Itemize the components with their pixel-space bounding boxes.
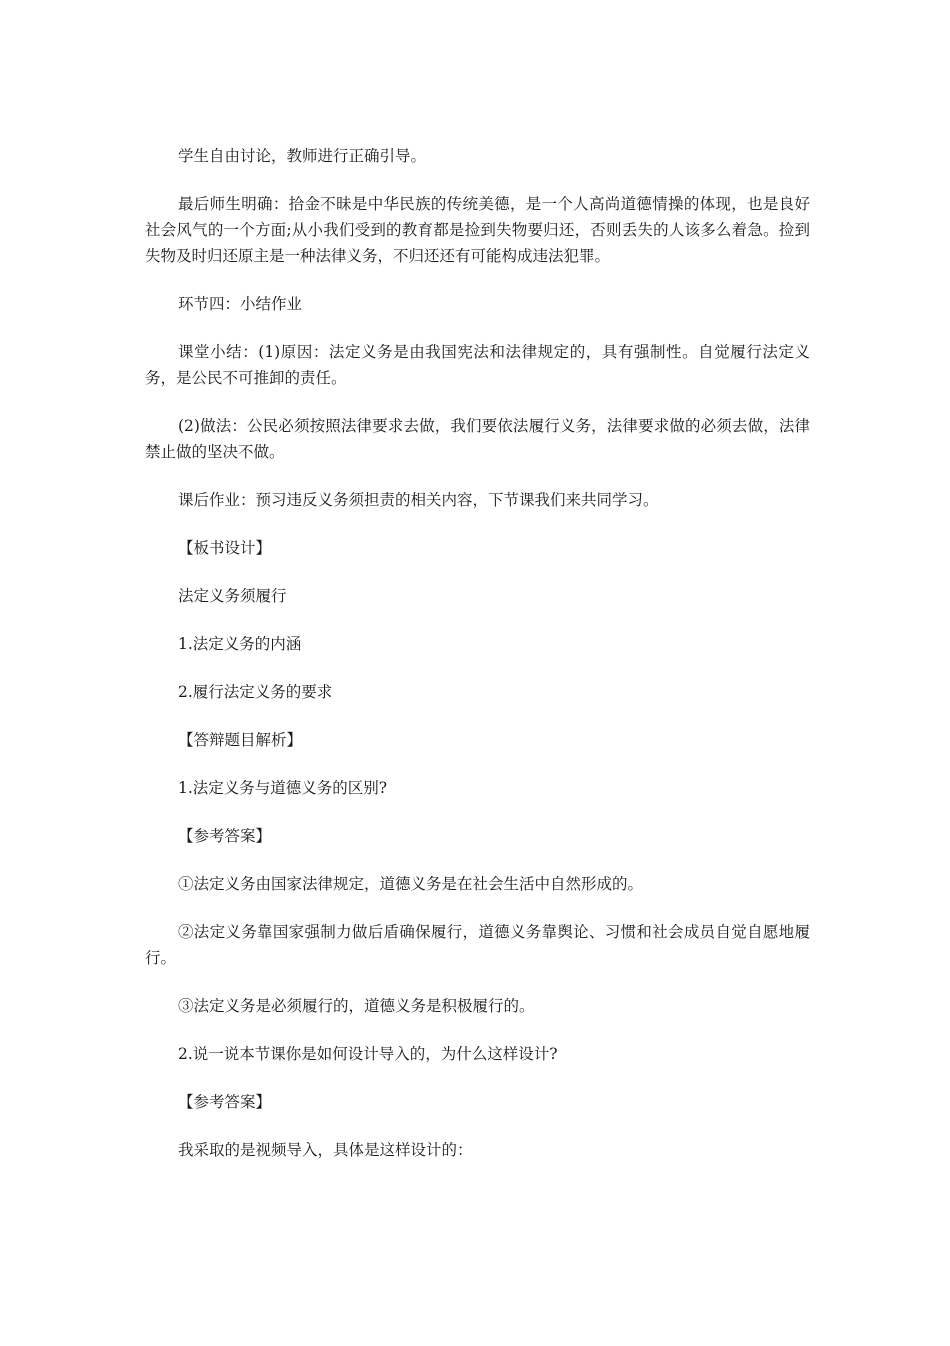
- answer-2-intro: 我采取的是视频导入，具体是这样设计的：: [178, 1141, 473, 1159]
- heading-reference-answer-1: 【参考答案】: [178, 827, 272, 845]
- answer-1-point-2: ②法定义务靠国家强制力做后盾确保履行，道德义务靠舆论、习惯和社会成员自觉自愿地履行。: [145, 923, 810, 967]
- paragraph-discussion: 学生自由讨论，教师进行正确引导。: [178, 147, 427, 165]
- paragraph-conclusion: 最后师生明确：拾金不昧是中华民族的传统美德，是一个人高尚道德情操的体现，也是良好社会风气的一个方面;从小我们受到的教育都是捡到失物要归还，否则丢失的人该多么着急。捡到失物及时归还原主是一种法律义务，不归还还有可能构成违法犯罪。: [145, 195, 810, 265]
- document-body: [145, 143, 810, 1185]
- board-title: 法定义务须履行: [178, 587, 287, 605]
- paragraph-summary-reason: 课堂小结：(1)原因：法定义务是由我国宪法和法律规定的，具有强制性。自觉履行法定义务，是公民不可推卸的责任。: [145, 343, 810, 387]
- heading-board-design: 【板书设计】: [178, 539, 272, 557]
- board-item-2: 2.履行法定义务的要求: [178, 683, 333, 701]
- question-1: 1.法定义务与道德义务的区别?: [178, 779, 388, 797]
- heading-defense-analysis: 【答辩题目解析】: [178, 731, 303, 749]
- paragraph-section-four: 环节四：小结作业: [178, 295, 303, 313]
- paragraph-summary-method: (2)做法：公民必须按照法律要求去做，我们要依法履行义务，法律要求做的必须去做，法律禁止做的坚决不做。: [145, 417, 810, 461]
- heading-reference-answer-2: 【参考答案】: [178, 1093, 272, 1111]
- question-2: 2.说一说本节课你是如何设计导入的，为什么这样设计?: [178, 1045, 558, 1063]
- answer-1-point-1: ①法定义务由国家法律规定，道德义务是在社会生活中自然形成的。: [178, 875, 644, 893]
- answer-1-point-3: ③法定义务是必须履行的，道德义务是积极履行的。: [178, 997, 535, 1015]
- board-item-1: 1.法定义务的内涵: [178, 635, 302, 653]
- paragraph-homework: 课后作业：预习违反义务须担责的相关内容，下节课我们来共同学习。: [178, 491, 659, 509]
